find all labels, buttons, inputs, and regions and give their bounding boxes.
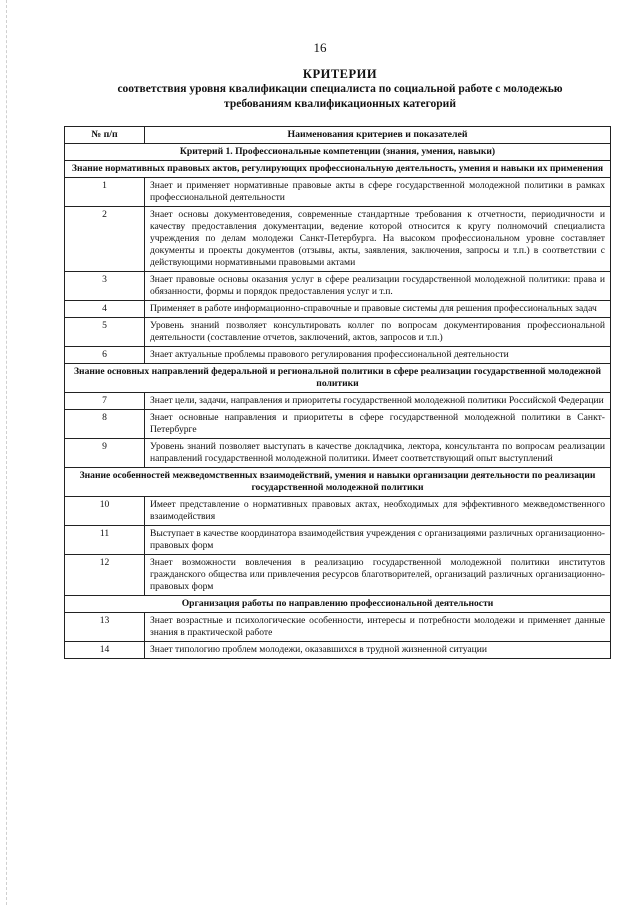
table-row bbox=[65, 439, 611, 468]
title-heading: КРИТЕРИИ bbox=[302, 67, 378, 81]
row-number: 12 bbox=[65, 555, 145, 596]
row-text: Уровень знаний позволяет консультировать коллег по вопросам документирования профессиональной деятельности (составление отчетов, заключений, актов, запросов и т.п.) bbox=[145, 318, 611, 347]
criteria-table bbox=[64, 126, 611, 659]
row-text: Знает и применяет нормативные правовые акты в сфере государственной молодежной политики в рамках профессиональной деятельности bbox=[145, 178, 611, 207]
row-number: 10 bbox=[65, 497, 145, 526]
table-row bbox=[65, 347, 611, 364]
row-number: 6 bbox=[65, 347, 145, 364]
row-text: Знает цели, задачи, направления и приоритеты государственной молодежной политики Российской Федерации bbox=[145, 393, 611, 410]
table-row bbox=[65, 555, 611, 596]
table-row bbox=[65, 301, 611, 318]
row-text: Знает актуальные проблемы правового регулирования профессиональной деятельности bbox=[145, 347, 611, 364]
table-row bbox=[65, 272, 611, 301]
row-number: 2 bbox=[65, 207, 145, 272]
section-row bbox=[65, 468, 611, 497]
scan-edge bbox=[6, 0, 7, 905]
table-row bbox=[65, 613, 611, 642]
row-text: Знает основы документоведения, современные стандартные требования к отчетности, периодичности и качеству предоставления документации, ведение которой относится к кругу полномочий специалиста учреждения по делам молодежи Санкт-Петербурга. На высоком профессиональном уровне составляет документы и проекты документов (отзывы, акты, заявления, заключения, запросы и т.п.) в соответствии с действующими нормативными правовыми актами bbox=[145, 207, 611, 272]
table-row bbox=[65, 526, 611, 555]
row-number: 11 bbox=[65, 526, 145, 555]
row-text: Уровень знаний позволяет выступать в качестве докладчика, лектора, консультанта по вопросам реализации направлений государственной молодежной политики. Имеет соответствующий опыт выступлений bbox=[145, 439, 611, 468]
table-row bbox=[65, 642, 611, 659]
row-text: Знает возрастные и психологические особенности, интересы и потребности молодежи и применяет данные знания в практической работе bbox=[145, 613, 611, 642]
table-row bbox=[65, 178, 611, 207]
row-text: Имеет представление о нормативных правовых актах, необходимых для эффективного межведомственного взаимодействия bbox=[145, 497, 611, 526]
table-row bbox=[65, 393, 611, 410]
title-subtitle-line1: соответствия уровня квалификации специалиста по социальной работе с молодежью bbox=[117, 83, 563, 95]
column-header-number: № п/п bbox=[65, 127, 145, 144]
section-row bbox=[65, 596, 611, 613]
row-text: Знает основные направления и приоритеты в сфере государственной молодежной политики в Санкт-Петербурге bbox=[145, 410, 611, 439]
row-number: 4 bbox=[65, 301, 145, 318]
table-row bbox=[65, 318, 611, 347]
row-text: Применяет в работе информационно-справочные и правовые системы для решения профессиональных задач bbox=[145, 301, 611, 318]
row-number: 5 bbox=[65, 318, 145, 347]
section-title: Организация работы по направлению профессиональной деятельности bbox=[65, 596, 611, 613]
row-text: Знает типологию проблем молодежи, оказавшихся в трудной жизненной ситуации bbox=[145, 642, 611, 659]
row-number: 8 bbox=[65, 410, 145, 439]
row-text: Знает возможности вовлечения в реализацию государственной молодежной политики институтов гражданского общества или привлечения ресурсов благотворителей, организаций различных организационно-правовых форм bbox=[145, 555, 611, 596]
row-number: 1 bbox=[65, 178, 145, 207]
row-text: Знает правовые основы оказания услуг в сфере реализации государственной молодежной политики: права и обязанности, формы и порядок предоставления услуг и т.п. bbox=[145, 272, 611, 301]
row-number: 14 bbox=[65, 642, 145, 659]
section-row bbox=[65, 144, 611, 161]
document-title bbox=[60, 67, 620, 112]
section-row bbox=[65, 364, 611, 393]
row-number: 3 bbox=[65, 272, 145, 301]
section-title: Знание нормативных правовых актов, регулирующих профессиональную деятельность, умения и навыки их применения bbox=[65, 161, 611, 178]
table-header-row bbox=[65, 127, 611, 144]
row-number: 13 bbox=[65, 613, 145, 642]
column-header-criteria: Наименования критериев и показателей bbox=[145, 127, 611, 144]
title-subtitle-line2: требованиям квалификационных категорий bbox=[224, 98, 456, 110]
section-title: Знание особенностей межведомственных взаимодействий, умения и навыки организации деятельности по реализации государственной молодежной политики bbox=[65, 468, 611, 497]
table-row bbox=[65, 410, 611, 439]
table-row bbox=[65, 207, 611, 272]
row-text: Выступает в качестве координатора взаимодействия учреждения с организациями различных организационно-правовых форм bbox=[145, 526, 611, 555]
row-number: 9 bbox=[65, 439, 145, 468]
table-row bbox=[65, 497, 611, 526]
section-title: Критерий 1. Профессиональные компетенции (знания, умения, навыки) bbox=[65, 144, 611, 161]
page-number: 16 bbox=[313, 40, 327, 55]
row-number: 7 bbox=[65, 393, 145, 410]
section-row bbox=[65, 161, 611, 178]
section-title: Знание основных направлений федеральной и региональной политики в сфере реализации государственной молодежной политики bbox=[65, 364, 611, 393]
